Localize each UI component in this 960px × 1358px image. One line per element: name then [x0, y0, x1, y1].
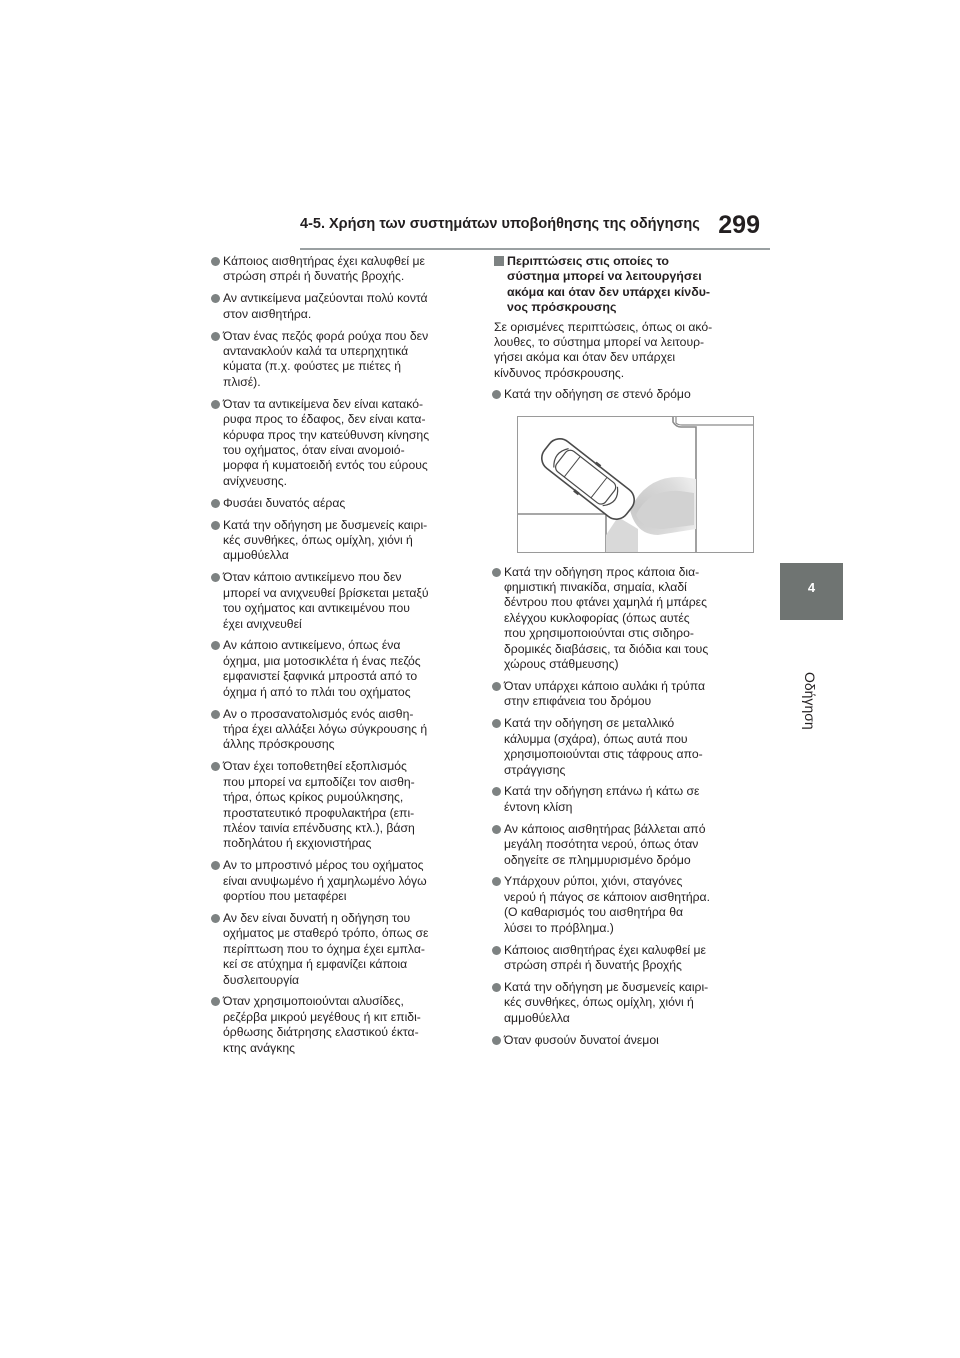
- list-item: [494, 565, 764, 673]
- right-column: [494, 254, 764, 1055]
- list-item: [494, 387, 764, 402]
- list-item: [494, 943, 764, 974]
- bullet-icon: [211, 573, 220, 582]
- bullet-icon: [211, 641, 220, 650]
- list-item-text: Υπάρχουν ρύποι, χιόνι, σταγόνες νερού ή πάγος σε κάποιον αισθητήρα. (Ο καθαρισμός του αισθητήρα θα λύσει το πρόβλημα.): [504, 874, 710, 935]
- bullet-icon: [211, 710, 220, 719]
- bullet-icon: [211, 861, 220, 870]
- list-item: [213, 570, 473, 632]
- page-number: 299: [718, 211, 760, 239]
- bullet-icon: [492, 787, 501, 796]
- bullet-icon: [492, 719, 501, 728]
- bullet-icon: [211, 257, 220, 266]
- list-item-text: Όταν φυσούν δυνατοί άνεμοι: [504, 1032, 659, 1047]
- page-header: [300, 211, 760, 244]
- bullet-icon: [492, 946, 501, 955]
- list-item-text: Όταν τα αντικείμενα δεν είναι κατακό- ρυφα προς το έδαφος, δεν είναι κατα- κόρυφα προς την κατεύθυνση κίνησης του οχήματος, όταν είναι ανομοιό- μορφα ή κυματοειδή εντός του εύρους ανίχνευσης.: [223, 396, 430, 488]
- section-heading: [494, 254, 764, 316]
- list-item: [213, 911, 473, 988]
- bullet-icon: [492, 877, 501, 886]
- list-item: [494, 716, 764, 778]
- section-intro: Σε ορισμένες περιπτώσεις, όπως οι ακό- λουθες, το σύστημα μπορεί να λειτουρ- γήσει ακόμα και όταν δεν υπάρχει κίνδυνος πρόσκρουσης.: [494, 319, 713, 380]
- list-item: [213, 707, 473, 753]
- bullet-icon: [211, 332, 220, 341]
- list-item-text: Όταν έχει τοποθετηθεί εξοπλισμός που μπορεί να εμποδίζει τον αισθη- τήρα, όπως κρίκος ρυμούλκησης, προστατευτικό προφυλακτήρα (επι- πλέον ταινία επένδυσης κτλ.), βάση ποδηλάτου ή εκχιονιστήρας: [223, 759, 415, 851]
- list-item: [213, 254, 473, 285]
- list-item: [494, 874, 764, 936]
- list-item-text: Κατά την οδήγηση προς κάποια δια- φημιστική πινακίδα, σημαία, κλαδί δέντρου που φτάνει χαμηλά ή μπάρες ελέγχου κυκλοφορίας (όπως αυτές που χρησιμοποιούνται στις σιδηρο- δρομικές διαβάσεις, τα διόδια και τους χώρους στάθμευσης): [504, 564, 709, 672]
- bullet-icon: [211, 997, 220, 1006]
- list-item-text: Κατά την οδήγηση με δυσμενείς καιρι- κές συνθήκες, όπως ομίχλη, χιόνι ή αμμοθύελλα: [223, 517, 428, 563]
- bullet-icon: [492, 568, 501, 577]
- bullet-icon: [492, 825, 501, 834]
- bullet-icon: [211, 914, 220, 923]
- bullet-icon: [492, 1036, 501, 1045]
- list-item: [213, 759, 473, 851]
- list-item-text: Φυσάει δυνατός αέρας: [223, 495, 346, 510]
- list-item-text: Όταν ένας πεζός φορά ρούχα που δεν αντανακλούν καλά τα υπερηχητικά κύματα (π.χ. φούστες με πιέτες ή πλισέ).: [223, 328, 429, 389]
- list-item-text: Όταν υπάρχει κάποιο αυλάκι ή τρύπα στην επιφάνεια του δρόμου: [504, 679, 705, 709]
- list-item-text: Όταν χρησιμοποιούνται αλυσίδες, ρεζέρβα μικρού μεγέθους ή κιτ επιδι- όρθωσης διάτρησης ελαστικού έκτα- κτης ανάγκης: [223, 994, 421, 1055]
- list-item: [213, 638, 473, 700]
- list-item-text: Αν ο προσανατολισμός ενός αισθη- τήρα έχει αλλάξει λόγω σύγκρουσης ή άλλης πρόσκρουσης: [223, 706, 428, 752]
- bullet-icon: [211, 499, 220, 508]
- list-item: [213, 329, 473, 391]
- header-divider: [300, 248, 770, 250]
- list-item: [494, 822, 764, 868]
- left-column: [213, 254, 473, 1063]
- bullet-icon: [211, 521, 220, 530]
- list-item-text: Κατά την οδήγηση σε μεταλλικό κάλυμμα (σχάρα), όπως αυτά που χρησιμοποιούνται στις τάφρους απο- στράγγισης: [504, 716, 703, 777]
- chapter-number: 4: [807, 580, 816, 595]
- section-heading-text: Περιπτώσεις στις οποίες το σύστημα μπορεί να λειτουργήσει ακόμα και όταν δεν υπάρχει κίνδυ- νος πρόσκρουσης: [507, 254, 711, 315]
- list-item-text: Κάποιος αισθητήρας έχει καλυφθεί με στρώση σπρέι ή δυνατής βροχής.: [223, 254, 425, 284]
- bullet-icon: [492, 983, 501, 992]
- list-item: [494, 784, 764, 815]
- section-title: 4-5. Χρήση των συστημάτων υποβοήθησης της οδήγησης: [300, 216, 700, 232]
- list-item-text: Αν κάποιος αισθητήρας βάλλεται από μεγάλη ποσότητα νερού, όπως όταν οδηγείτε σε πλημμυρισμένο δρόμο: [504, 821, 706, 867]
- bullet-icon: [211, 294, 220, 303]
- list-item-text: Αν αντικείμενα μαζεύονται πολύ κοντά στον αισθητήρα.: [223, 291, 428, 321]
- list-item: [213, 496, 473, 511]
- list-item-text: Κάποιος αισθητήρας έχει καλυφθεί με στρώση σπρέι ή δυνατής βροχής: [504, 942, 706, 972]
- narrow-road-illustration: [517, 416, 754, 553]
- list-item-text: Αν το μπροστινό μέρος του οχήματος είναι ανυψωμένο ή χαμηλωμένο λόγω φορτίου που μεταφέρει: [223, 858, 427, 904]
- list-item: [494, 679, 764, 710]
- chapter-tab: [780, 563, 843, 620]
- list-item: [213, 397, 473, 489]
- list-item: [213, 994, 473, 1056]
- bullet-icon: [492, 682, 501, 691]
- bullet-icon: [492, 390, 501, 399]
- car-illustration-icon: [518, 417, 753, 552]
- bullet-icon: [211, 762, 220, 771]
- list-item-text: Αν δεν είναι δυνατή η οδήγηση του οχήματος με σταθερό τρόπο, όπως σε περίπτωση που το όχημα έχει εμπλα- κεί σε ατύχημα ή εμφανίζει κάποια δυσλειτουργία: [223, 910, 429, 987]
- bullet-icon: [211, 400, 220, 409]
- list-item: [213, 858, 473, 904]
- list-item: [213, 291, 473, 322]
- list-item-text: Κατά την οδήγηση επάνω ή κάτω σε έντονη κλίση: [504, 784, 700, 814]
- chapter-label: Οδήγηση: [802, 672, 818, 730]
- list-item-text: Αν κάποιο αντικείμενο, όπως ένα όχημα, μια μοτοσικλέτα ή ένας πεζός εμφανιστεί ξαφνικά μπροστά από το όχημα ή από το πλάι του οχήματος: [223, 638, 421, 699]
- list-item: [213, 518, 473, 564]
- list-item-text: Κατά την οδήγηση σε στενό δρόμο: [504, 387, 691, 402]
- list-item-text: Όταν κάποιο αντικείμενο που δεν μπορεί να ανιχνευθεί βρίσκεται μεταξύ του οχήματος και αντικειμένου που έχει ανιχνευθεί: [223, 570, 429, 631]
- list-item: [494, 1033, 764, 1048]
- list-item-text: Κατά την οδήγηση με δυσμενείς καιρι- κές συνθήκες, όπως ομίχλη, χιόνι ή αμμοθύελλα: [504, 979, 709, 1025]
- square-bullet-icon: [494, 256, 504, 266]
- list-item: [494, 980, 764, 1026]
